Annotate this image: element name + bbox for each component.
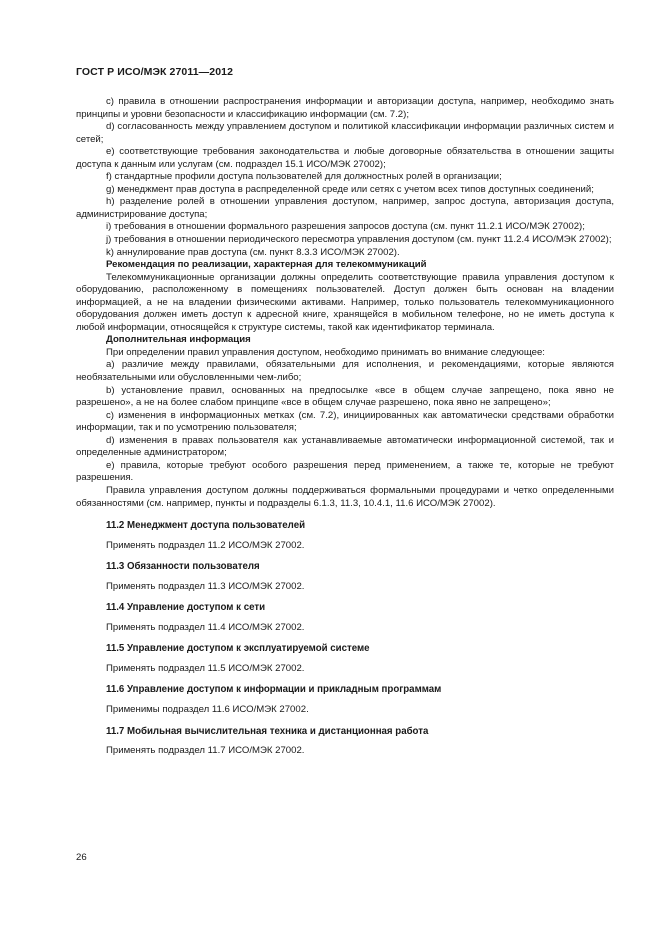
section-title: 11.6 Управление доступом к информации и прикладным программам [106, 684, 442, 696]
additional-info-heading: Дополнительная информация [106, 334, 251, 346]
section-title: 11.4 Управление доступом к сети [106, 602, 266, 614]
additional-item-c: c) изменения в информационных метках (см. 7.2), инициированных как автоматически средствами обработки информации, так и по усмотрению пользователя; [76, 409, 614, 434]
section-text: Применять подраздел 11.2 ИСО/МЭК 27002. [106, 539, 305, 551]
list-item-h: h) разделение ролей в отношении управления доступом, например, запрос доступа, авторизация доступа, администрирование доступа; [76, 196, 614, 220]
section-11-7 [76, 726, 614, 758]
additional-info-intro: При определении правил управления доступом, необходимо принимать во внимание следующее: [106, 346, 545, 358]
section-title: 11.7 Мобильная вычислительная техника и дистанционная работа [106, 725, 429, 737]
section-11-2 [76, 520, 614, 552]
list-item-i: i) требования в отношении формального разрешения запросов доступа (см. пункт 11.2.1 ИСО/МЭК 27002); [106, 221, 585, 233]
list-item-j: j) требования в отношении периодического пересмотра управления доступом (см. пункт 11.2.4 ИСО/МЭК 27002); [106, 234, 612, 246]
section-title: 11.3 Обязанности пользователя [106, 561, 260, 573]
section-title: 11.2 Менеджмент доступа пользователей [106, 520, 306, 532]
telecom-paragraph: Телекоммуникационные организации должны определить соответствующие правила управления доступом к оборудованию, расположенному в помещениях пользователей. Доступ должен быть основан на владении информацией, а не на владении физическими активами. Например, только пользователь телекоммуникационного оборудования должен иметь доступ к адресной книге, хранящейся в мобильном телефоне, но не иметь доступа к любой информации, относящейся к структуре системы, такой как идентификатор терминала. [76, 271, 614, 333]
additional-item-b: b) установление правил, основанных на предпосылке «все в общем случае запрещено, пока явно не разрешено», а не на более слабом принципе «все в общем случае разрешено, пока явно не запрещено»; [76, 384, 614, 409]
page-number: 26 [76, 852, 87, 863]
list-item-e: e) соответствующие требования законодательства и любые договорные обязательства в отношении защиты доступа к данным или услугам (см. подраздел 15.1 ИСО/МЭК 27002); [76, 146, 614, 170]
list-item-f: f) стандартные профили доступа пользователей для должностных ролей в организации; [106, 171, 502, 183]
additional-item-e: e) правила, которые требуют особого разрешения перед применением, а также те, которые не требуют разрешения. [76, 459, 614, 484]
list-item-g: g) менеджмент прав доступа в распределенной среде или сетях с учетом всех типов доступных соединений; [106, 183, 594, 195]
list-item-d: d) согласованность между управлением доступом и политикой классификации информации различных систем и сетей; [76, 121, 614, 145]
section-text: Применять подраздел 11.3 ИСО/МЭК 27002. [106, 580, 305, 592]
section-text: Применять подраздел 11.7 ИСО/МЭК 27002. [106, 745, 305, 757]
section-text: Применять подраздел 11.4 ИСО/МЭК 27002. [106, 621, 305, 633]
list-item-k: k) аннулирование прав доступа (см. пункт 8.3.3 ИСО/МЭК 27002). [106, 246, 400, 258]
section-11-5 [76, 643, 614, 675]
section-11-6 [76, 684, 614, 716]
section-text: Применимы подраздел 11.6 ИСО/МЭК 27002. [106, 703, 309, 715]
section-text: Применять подраздел 11.5 ИСО/МЭК 27002. [106, 662, 305, 674]
document-header: ГОСТ Р ИСО/МЭК 27011—2012 [76, 66, 234, 78]
additional-item-d: d) изменения в правах пользователя как устанавливаемые автоматически информационной системой, так и определенные администратором; [76, 434, 614, 459]
document-body [76, 96, 614, 758]
section-11-4 [76, 602, 614, 634]
section-title: 11.5 Управление доступом к эксплуатируемой системе [106, 643, 370, 655]
section-11-3 [76, 561, 614, 593]
additional-item-a: a) различие между правилами, обязательными для исполнения, и рекомендациями, которые являются необязательными или обусловленными чем-либо; [76, 359, 614, 384]
list-item-c: c) правила в отношении распространения информации и авторизации доступа, например, необходимо знать принципы и уровни безопасности и классификацию информации (см. 7.2); [76, 96, 614, 120]
additional-info-closing: Правила управления доступом должны поддерживаться формальными процедурами и четко определенными обязанностями (см. например, пункты и подразделы 6.1.3, 11.3, 10.4.1, 11.6 ИСО/МЭК 27002). [76, 484, 614, 509]
telecom-heading: Рекомендация по реализации, характерная для телекоммуникаций [106, 259, 427, 271]
